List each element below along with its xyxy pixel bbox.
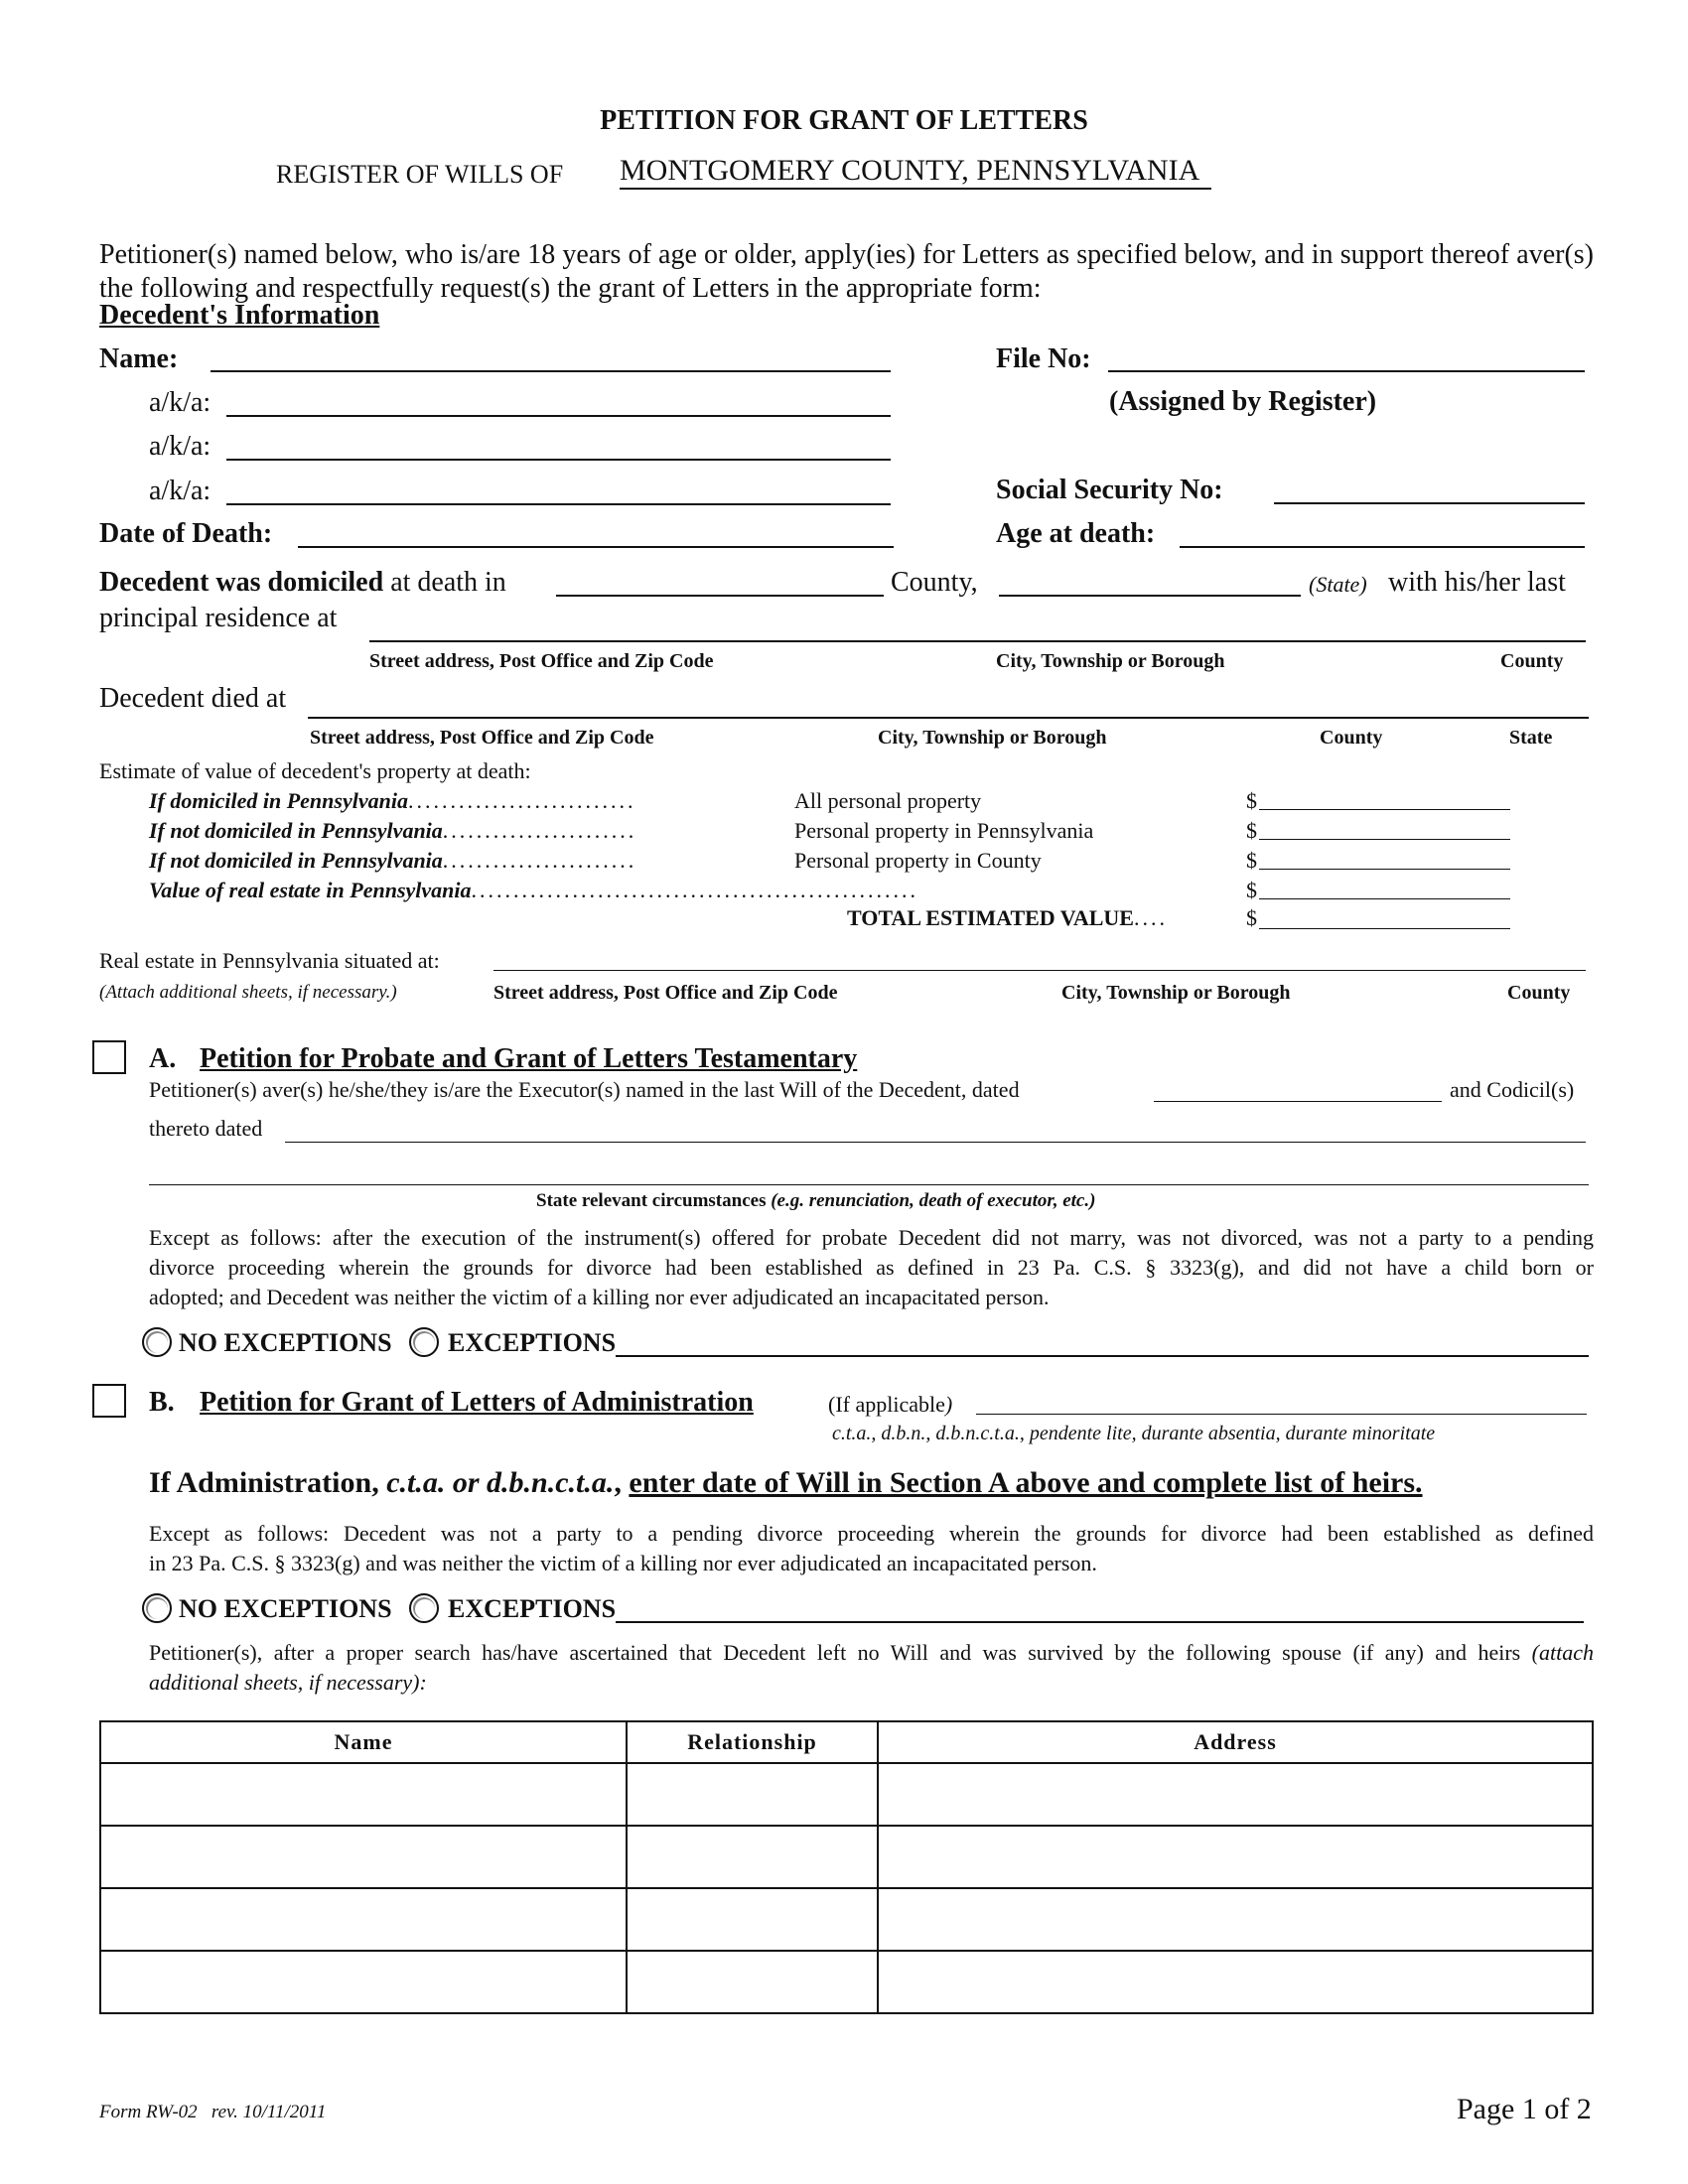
estimate-row-label: If not domiciled in Pennsylvania....................... (149, 848, 637, 873)
total-value-field[interactable] (1259, 928, 1510, 929)
currency-sign: $ (1246, 818, 1257, 843)
heir-relationship-cell[interactable] (627, 1888, 878, 1951)
aka-field-3[interactable] (226, 503, 891, 505)
currency-sign: $ (1246, 905, 1257, 930)
heir-address-cell[interactable] (878, 1951, 1593, 2013)
section-a-exceptions-text-2: divorce proceeding wherein the grounds for divorce had been established as defined in 23 Pa. C.S. § 3323(g), and did not have a child born or (149, 1255, 1594, 1280)
section-b-exceptions-radio[interactable] (409, 1593, 439, 1623)
page-title: PETITION FOR GRANT OF LETTERS (600, 105, 1088, 136)
name-field[interactable] (211, 370, 891, 372)
register-county: MONTGOMERY COUNTY, PENNSYLVANIA (620, 156, 1211, 190)
table-row (100, 1826, 1593, 1888)
section-b-exceptions-field[interactable] (616, 1621, 1584, 1623)
aka-field-1[interactable] (226, 415, 891, 417)
section-b-no-exceptions-radio[interactable] (142, 1593, 172, 1623)
residence-field[interactable] (369, 640, 1586, 642)
section-a-exceptions-text-3: adopted; and Decedent was neither the victim of a killing nor ever adjudicated an incapacitated person. (149, 1285, 1050, 1309)
estimate-value-field-1[interactable] (1259, 809, 1510, 810)
estimate-row-label: If domiciled in Pennsylvania........................... (149, 788, 636, 813)
domiciled-rest: at death in (390, 567, 506, 598)
estimate-row-desc: All personal property (794, 788, 982, 813)
with-last-text: with his/her last (1388, 567, 1566, 598)
intro-paragraph (99, 238, 1594, 306)
administration-types-caption: c.t.a., d.b.n., d.b.n.c.t.a., pendente lite, durante absentia, durante minoritate (832, 1423, 1436, 1444)
age-at-death-label: Age at death: (996, 518, 1156, 549)
section-b-exceptions-label: EXCEPTIONS (448, 1594, 617, 1623)
table-row (100, 1888, 1593, 1951)
section-a-exceptions-radio[interactable] (409, 1327, 439, 1357)
aka-label-2: a/k/a: (149, 431, 211, 462)
header-name: Name (100, 1721, 627, 1763)
section-a-no-exceptions-radio[interactable] (142, 1327, 172, 1357)
intro-line-1: Petitioner(s) named below, who is/are 18 years of age or older, apply(ies) for Letters as specified below, and in (99, 239, 1334, 270)
heirs-table-header (100, 1721, 1593, 1763)
date-of-death-field[interactable] (298, 546, 894, 548)
section-a-exceptions-label: EXCEPTIONS (448, 1328, 617, 1357)
domiciled-bold: Decedent was domiciled (99, 567, 384, 598)
intro-line-2: support thereof aver(s) the following and respectfully request(s) the grant of Letters in the appropriate form: (99, 239, 1594, 304)
heir-name-cell[interactable] (100, 1763, 627, 1826)
estimate-heading: Estimate of value of decedent's property at death: (99, 758, 531, 783)
died-at-label: Decedent died at (99, 683, 287, 714)
aka-label-3: a/k/a: (149, 476, 211, 506)
if-applicable-label: (If applicable) (828, 1392, 953, 1417)
aka-label-1: a/k/a: (149, 387, 211, 418)
residence-caption-county: County (1500, 650, 1564, 672)
heir-name-cell[interactable] (100, 1826, 627, 1888)
heir-address-cell[interactable] (878, 1763, 1593, 1826)
died-caption-county: County (1320, 727, 1383, 749)
currency-sign: $ (1246, 878, 1257, 902)
residence-caption-street: Street address, Post Office and Zip Code (369, 650, 714, 672)
date-of-death-label: Date of Death: (99, 518, 273, 549)
page-number: Page 1 of 2 (1457, 2093, 1592, 2125)
real-estate-caption-street: Street address, Post Office and Zip Code (493, 982, 838, 1004)
total-estimated-label: TOTAL ESTIMATED VALUE.... (847, 905, 1168, 930)
heir-address-cell[interactable] (878, 1826, 1593, 1888)
estimate-value-field-3[interactable] (1259, 869, 1510, 870)
estimate-row-label: If not domiciled in Pennsylvania....................... (149, 818, 637, 843)
section-b-title: Petition for Grant of Letters of Administration (200, 1387, 754, 1418)
estimate-value-field-2[interactable] (1259, 839, 1510, 840)
section-b-checkbox[interactable] (92, 1384, 126, 1418)
codicil-date-field[interactable] (285, 1142, 1586, 1143)
section-b-letter: B. (149, 1387, 175, 1418)
section-b-exceptions-text: Except as follows: Decedent was not a party to a pending divorce proceeding wherein the grounds for divorce had been established as defined (149, 1521, 1594, 1546)
domicile-county-field[interactable] (556, 595, 884, 597)
real-estate-label: Real estate in Pennsylvania situated at: (99, 948, 440, 973)
section-a-letter: A. (149, 1043, 177, 1074)
heir-relationship-cell[interactable] (627, 1951, 878, 2013)
header-relationship: Relationship (627, 1721, 878, 1763)
file-no-field[interactable] (1108, 370, 1585, 372)
administration-type-field[interactable] (976, 1414, 1587, 1415)
section-b-no-exceptions-label: NO EXCEPTIONS (179, 1594, 392, 1623)
table-row (100, 1763, 1593, 1826)
register-prefix: REGISTER OF WILLS OF (276, 160, 564, 189)
age-at-death-field[interactable] (1180, 546, 1585, 548)
heirs-table (99, 1720, 1594, 2014)
section-a-title: Petition for Probate and Grant of Letters Testamentary (200, 1043, 858, 1074)
died-caption-state: State (1509, 727, 1553, 749)
died-at-field[interactable] (308, 717, 1589, 719)
currency-sign: $ (1246, 848, 1257, 873)
principal-residence-label: principal residence at (99, 603, 338, 633)
domiciled-label (99, 569, 506, 597)
codicil-label: and Codicil(s) (1450, 1077, 1575, 1102)
name-label: Name: (99, 343, 179, 374)
thereto-dated-label: thereto dated (149, 1116, 263, 1141)
estimate-row-desc: Personal property in County (794, 848, 1042, 873)
died-caption-city: City, Township or Borough (878, 727, 1107, 749)
will-date-field[interactable] (1154, 1101, 1442, 1102)
table-row (100, 1951, 1593, 2013)
assigned-by-register: (Assigned by Register) (1109, 386, 1377, 417)
section-b-exceptions-text-2: in 23 Pa. C.S. § 3323(g) and was neither the victim of a killing nor ever adjudicated an incapacitated person. (149, 1551, 1097, 1575)
section-a-exceptions-field[interactable] (616, 1355, 1589, 1357)
heir-relationship-cell[interactable] (627, 1763, 878, 1826)
heirs-intro-text-2: additional sheets, if necessary): (149, 1670, 427, 1695)
domicile-state-field[interactable] (999, 595, 1301, 597)
real-estate-caption-county: County (1507, 982, 1571, 1004)
attach-note: (Attach additional sheets, if necessary.) (99, 982, 397, 1003)
section-a-checkbox[interactable] (92, 1040, 126, 1074)
heir-name-cell[interactable] (100, 1951, 627, 2013)
file-no-label: File No: (996, 343, 1091, 374)
died-caption-street: Street address, Post Office and Zip Code (310, 727, 654, 749)
heir-name-cell[interactable] (100, 1888, 627, 1951)
estimate-row-desc: Personal property in Pennsylvania (794, 818, 1094, 843)
real-estate-field[interactable] (493, 970, 1586, 971)
decedent-heading: Decedent's Information (99, 300, 380, 331)
estimate-row-label: Value of real estate in Pennsylvania..................................................... (149, 878, 918, 902)
ssn-label: Social Security No: (996, 475, 1223, 505)
currency-sign: $ (1246, 788, 1257, 813)
section-a-text: Petitioner(s) aver(s) he/she/they is/are the Executor(s) named in the last Will of the Decedent, dated (149, 1077, 1020, 1102)
circumstances-field[interactable] (149, 1184, 1589, 1185)
heirs-intro-text: Petitioner(s), after a proper search has/have ascertained that Decedent left no Will and was survived by the following spouse (if any) and heirs (attach (149, 1640, 1594, 1665)
heir-address-cell[interactable] (878, 1888, 1593, 1951)
header-address: Address (878, 1721, 1593, 1763)
residence-caption-city: City, Township or Borough (996, 650, 1225, 672)
real-estate-caption-city: City, Township or Borough (1061, 982, 1291, 1004)
estimate-value-field-4[interactable] (1259, 898, 1510, 899)
heir-relationship-cell[interactable] (627, 1826, 878, 1888)
aka-field-2[interactable] (226, 459, 891, 461)
circumstances-caption: State relevant circumstances (e.g. renunciation, death of executor, etc.) (536, 1190, 1096, 1211)
section-a-no-exceptions-label: NO EXCEPTIONS (179, 1328, 392, 1357)
section-a-exceptions-text: Except as follows: after the execution of the instrument(s) offered for probate Decedent did not marry, was not divorced, was not a party to a pending (149, 1225, 1594, 1250)
state-caption: (State) (1309, 572, 1367, 597)
ssn-field[interactable] (1274, 502, 1585, 504)
administration-instruction: If Administration, c.t.a. or d.b.n.c.t.a., enter date of Will in Section A above and complete list of heirs. (149, 1466, 1423, 1499)
form-id: Form RW-02 rev. 10/11/2011 (99, 2102, 327, 2122)
county-comma: County, (891, 567, 978, 598)
